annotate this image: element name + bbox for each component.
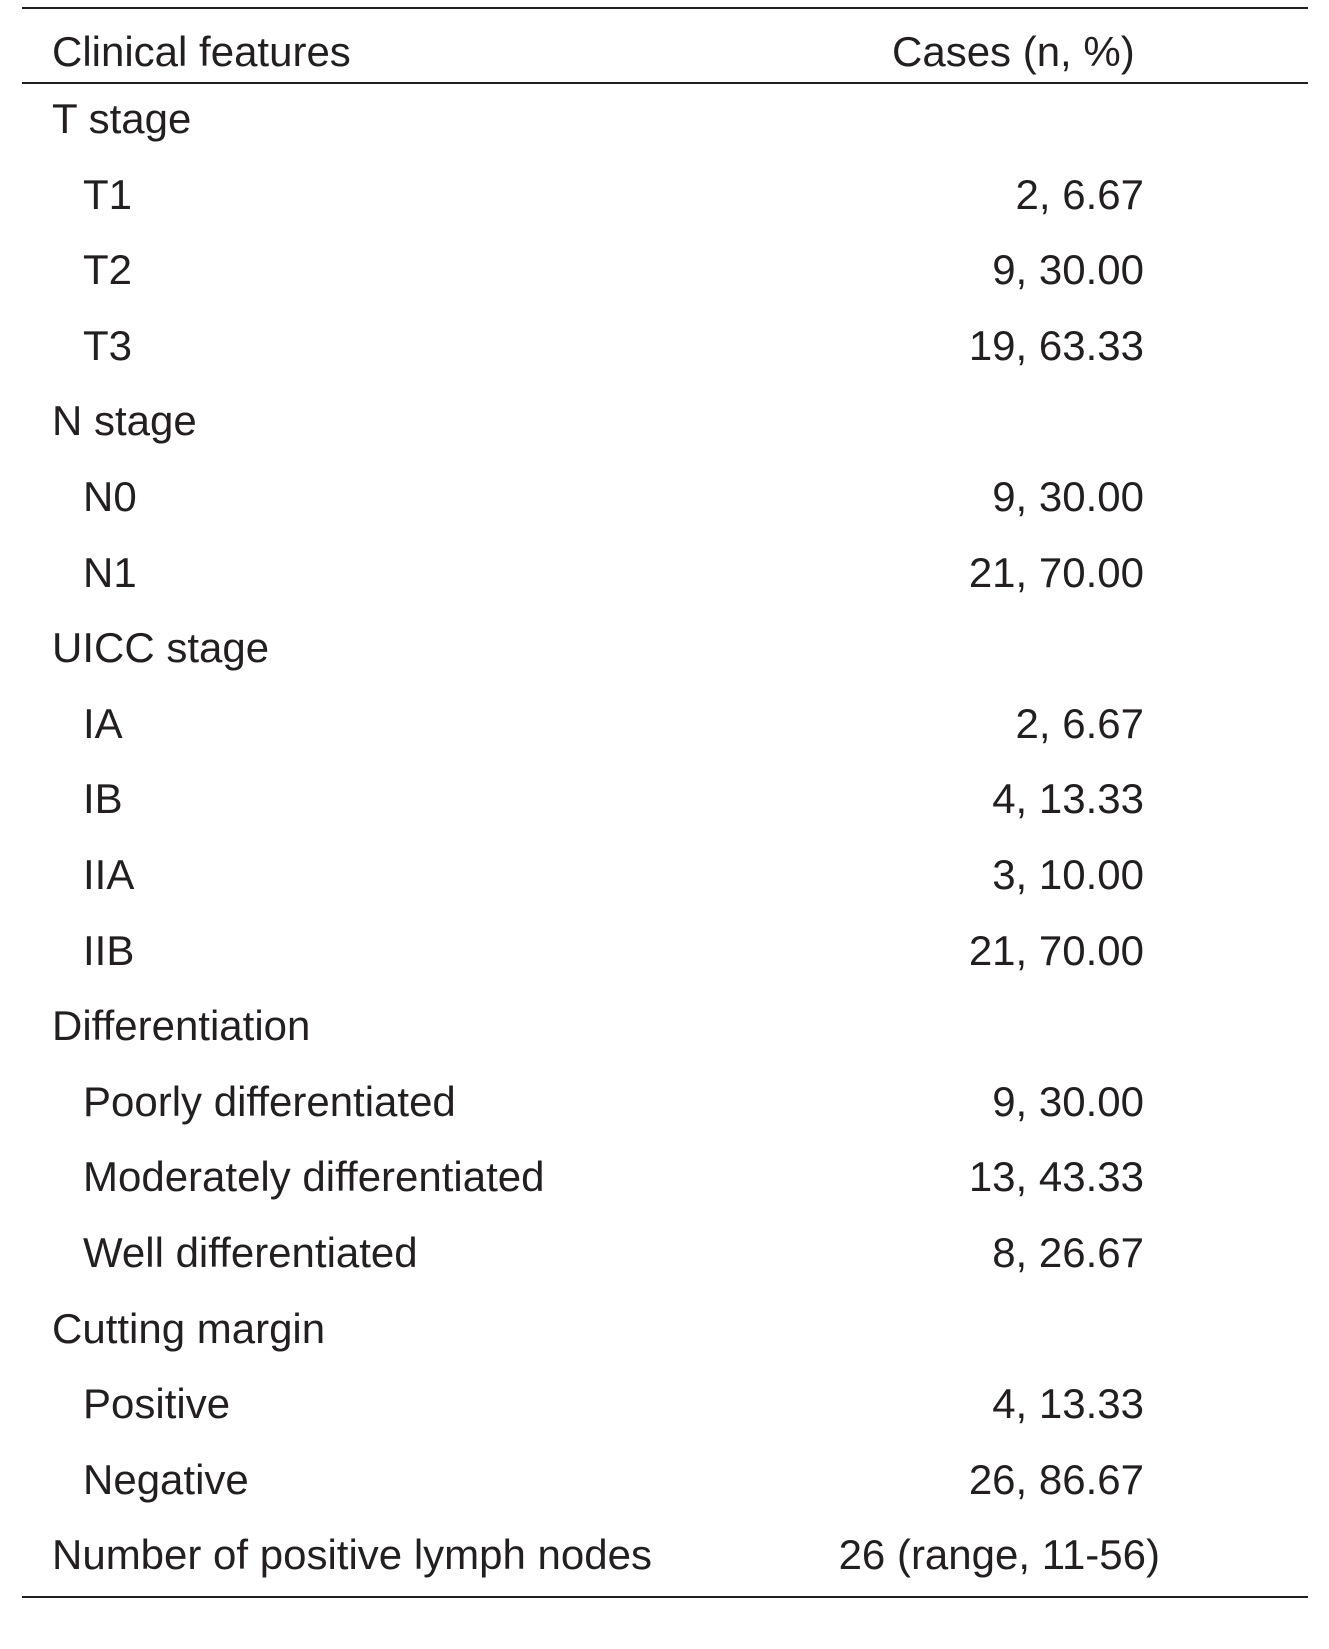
- row-value: 4, 13.33: [992, 775, 1144, 823]
- row-label: T1: [83, 170, 133, 218]
- group-row: [22, 1520, 1308, 1596]
- row-value: 3, 10.00: [992, 850, 1144, 898]
- row-label: Number of positive lymph nodes: [52, 1531, 652, 1579]
- table-row: [22, 840, 1308, 916]
- row-label: T3: [83, 321, 133, 369]
- header-cases: Cases (n, %): [892, 28, 1135, 75]
- table-header: [22, 9, 1308, 82]
- row-label: IIB: [83, 926, 135, 974]
- row-value: 4, 13.33: [992, 1380, 1144, 1428]
- table-row: [22, 311, 1308, 387]
- table-row: [22, 1142, 1308, 1218]
- row-value: 2, 6.67: [1015, 170, 1144, 218]
- row-value: 2, 6.67: [1015, 699, 1144, 747]
- row-value: 26 (range, 11-56): [838, 1531, 1160, 1579]
- row-label: IB: [83, 775, 123, 823]
- row-value: 26, 86.67: [968, 1455, 1144, 1503]
- row-label: Differentiation: [52, 1002, 311, 1050]
- group-row: [22, 991, 1308, 1067]
- row-value: 13, 43.33: [968, 1153, 1144, 1201]
- row-label: Moderately differentiated: [83, 1153, 545, 1201]
- row-label: T2: [83, 246, 133, 294]
- clinical-features-table: [22, 7, 1308, 1598]
- table-row: [22, 1067, 1308, 1143]
- row-label: N0: [83, 472, 137, 520]
- table-row: [22, 689, 1308, 765]
- row-label: IIA: [83, 850, 135, 898]
- row-value: 21, 70.00: [968, 926, 1144, 974]
- row-label: Cutting margin: [52, 1304, 326, 1352]
- row-label: Negative: [83, 1455, 249, 1503]
- row-value: 9, 30.00: [992, 472, 1144, 520]
- group-row: [22, 1294, 1308, 1370]
- header-clinical-features: Clinical features: [52, 28, 351, 75]
- table-row: [22, 916, 1308, 992]
- row-value: 9, 30.00: [992, 246, 1144, 294]
- table-row: [22, 462, 1308, 538]
- table-row: [22, 1218, 1308, 1294]
- bottom-rule: [22, 1596, 1308, 1598]
- row-value: 9, 30.00: [992, 1077, 1144, 1125]
- group-row: [22, 386, 1308, 462]
- row-label: T stage: [52, 95, 192, 142]
- table-row: [22, 538, 1308, 614]
- row-value: 8, 26.67: [992, 1228, 1144, 1276]
- row-label: Well differentiated: [83, 1228, 418, 1276]
- table-row: [22, 235, 1308, 311]
- row-value: 19, 63.33: [968, 321, 1144, 369]
- row-label: N stage: [52, 397, 197, 445]
- row-label: Poorly differentiated: [83, 1077, 456, 1125]
- table-row: [22, 160, 1308, 236]
- table-body: [22, 84, 1308, 1596]
- table-row: [22, 764, 1308, 840]
- row-label: N1: [83, 548, 137, 596]
- group-row: [22, 613, 1308, 689]
- row-label: IA: [83, 699, 123, 747]
- table-row: [22, 1369, 1308, 1445]
- table-row: [22, 1445, 1308, 1521]
- row-label: Positive: [83, 1380, 231, 1428]
- group-row: [22, 84, 1308, 160]
- row-label: UICC stage: [52, 624, 270, 672]
- row-value: 21, 70.00: [968, 548, 1144, 596]
